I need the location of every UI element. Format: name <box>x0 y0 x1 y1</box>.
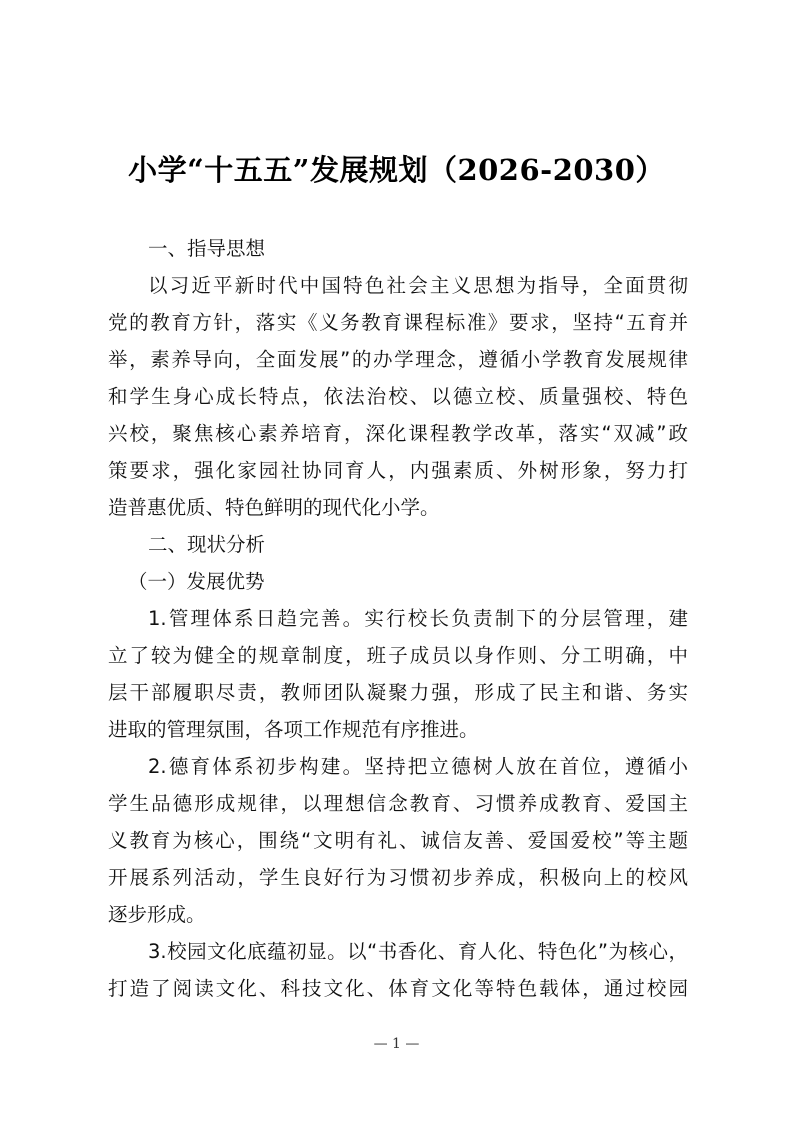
paragraph-line: 策要求，强化家园社协同育人，内强素质、外树形象，努力打 <box>108 459 688 482</box>
paragraph-line: 开展系列活动，学生良好行为习惯初步养成，积极向上的校风 <box>108 866 688 889</box>
paragraph-line: 立了较为健全的规章制度，班子成员以身作则、分工明确，中 <box>108 644 688 667</box>
paragraph-line: 以习近平新时代中国特色社会主义思想为指导，全面贯彻 <box>148 274 688 297</box>
paragraph-line: 1.管理体系日趋完善。实行校长负责制下的分层管理，建 <box>148 607 688 630</box>
paragraph-line: 和学生身心成长特点，依法治校、以德立校、质量强校、特色 <box>108 385 688 408</box>
section-heading-guiding-ideology: 一、指导思想 <box>148 237 266 260</box>
paragraph-line: 造普惠优质、特色鲜明的现代化小学。 <box>108 496 440 519</box>
subsection-heading-advantages: （一）发展优势 <box>128 570 265 593</box>
paragraph-line: 义教育为核心，围绕“文明有礼、诚信友善、爱国爱校”等主题 <box>108 829 688 852</box>
paragraph-line: 兴校，聚焦核心素养培育，深化课程教学改革，落实“双减”政 <box>108 422 688 445</box>
paragraph-line: 打造了阅读文化、科技文化、体育文化等特色载体，通过校园 <box>108 977 688 1000</box>
paragraph-line: 党的教育方针，落实《义务教育课程标准》要求，坚持“五育并 <box>108 311 688 334</box>
paragraph-line: 进取的管理氛围，各项工作规范有序推进。 <box>108 718 479 741</box>
paragraph-line: 学生品德形成规律，以理想信念教育、习惯养成教育、爱国主 <box>108 792 688 815</box>
section-heading-status-analysis: 二、现状分析 <box>148 533 266 556</box>
page-number: — 1 — <box>373 1036 420 1052</box>
paragraph-line: 举，素养导向，全面发展”的办学理念，遵循小学教育发展规律 <box>108 348 688 371</box>
paragraph-line: 3.校园文化底蕴初显。以“书香化、育人化、特色化”为核心， <box>148 940 688 963</box>
paragraph-line: 2.德育体系初步构建。坚持把立德树人放在首位，遵循小 <box>148 755 688 778</box>
document-title: 小学“十五五”发展规划（2026-2030） <box>128 153 665 187</box>
paragraph-line: 逐步形成。 <box>108 903 206 926</box>
paragraph-line: 层干部履职尽责，教师团队凝聚力强，形成了民主和谐、务实 <box>108 681 688 704</box>
